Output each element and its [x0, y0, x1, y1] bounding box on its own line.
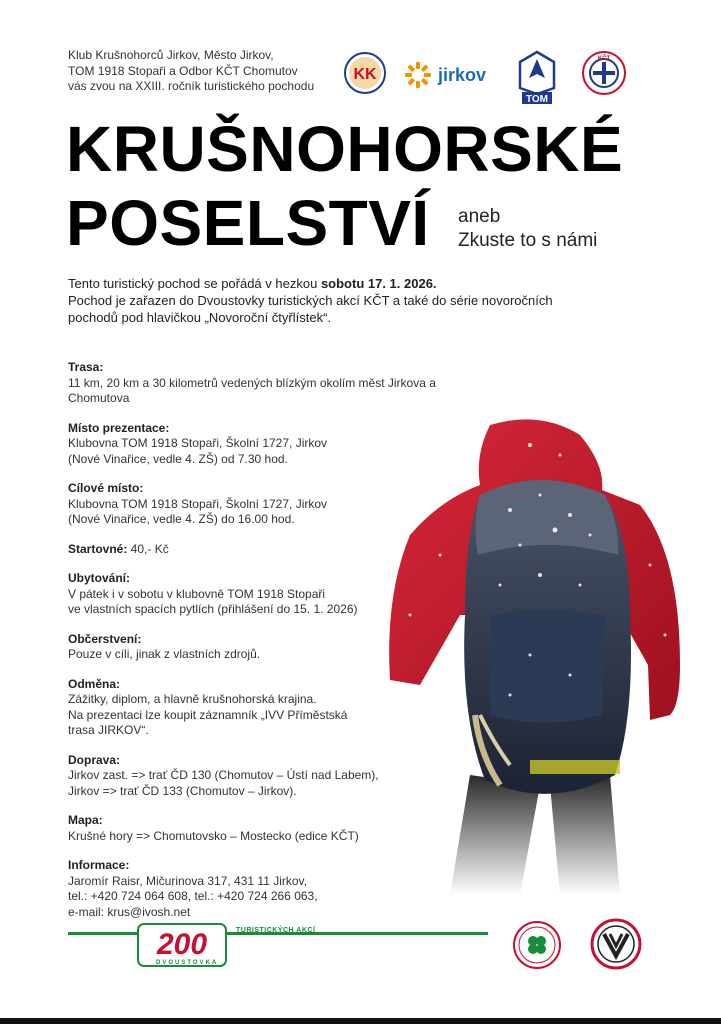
tom-logo-text: TOM — [525, 94, 549, 105]
section-line: Jirkov => trať ČD 133 (Chomutov – Jirkov). — [68, 783, 297, 798]
section-label: Trasa: — [68, 360, 104, 374]
hiker-harness — [530, 760, 620, 774]
lead-line: pochodů pod hlavičkou „Novoroční čtyřlístek“. — [68, 310, 332, 325]
footer-bar — [0, 1018, 721, 1024]
section-label: Místo prezentace: — [68, 420, 170, 435]
badge-caption-bottom: DVOUSTOVKA — [156, 960, 219, 966]
section-line: (Nové Vinařice, vedle 4. ZŠ) do 16.00 hod. — [68, 512, 295, 526]
subtitle — [458, 205, 597, 253]
section-label: Cílové místo: — [68, 481, 144, 495]
kct-logo — [582, 51, 626, 95]
jirkov-logo-text: jirkov — [438, 65, 487, 85]
organizers-intro — [68, 48, 314, 95]
section-label: Doprava: — [68, 752, 121, 767]
tom-logo — [518, 50, 556, 106]
event-date: sobotu 17. 1. 2026. — [320, 276, 437, 291]
hiker-leg-left — [450, 775, 540, 895]
backpack-pocket — [490, 610, 605, 723]
kk-logo — [344, 52, 386, 94]
section-trasa — [68, 360, 488, 407]
main-title-line2: POSELSTVÍ — [66, 187, 430, 259]
novorocni-ctyrlistek-logo — [512, 920, 562, 970]
section-line: Jaromír Raisr, Mičurinova 317, 431 11 Jirkov, — [68, 873, 307, 888]
section-label: Ubytování: — [68, 571, 131, 585]
jirkov-logo — [404, 60, 504, 90]
section-line: Klubovna TOM 1918 Stopaři, Školní 1727, Jirkov — [68, 496, 328, 511]
section-line: Na prezentaci lze koupit záznamník „IVV Příměstská — [68, 707, 348, 722]
section-label: Mapa: — [68, 813, 103, 827]
section-label: Informace: — [68, 858, 130, 872]
section-line: (Nové Vinařice, vedle 4. ZŠ) od 7.30 hod. — [68, 451, 288, 466]
section-line: Jirkov zast. => trať ČD 130 (Chomutov – Ústí nad Labem), — [68, 768, 379, 782]
section-line: ve vlastních spacích pytlích (přihlášení do 15. 1. 2026) — [68, 602, 358, 616]
lead-line: Pochod je zařazen do Dvoustovky turistických akcí KČT a také do série novoročních — [68, 293, 553, 308]
lead-line — [68, 275, 668, 292]
section-line: 11 km, 20 km a 30 kilometrů vedených blízkým okolím měst Jirkova a Chomutova — [68, 375, 436, 405]
section-line: trasa JIRKOV“. — [68, 723, 149, 737]
kk-logo-text: KK — [353, 66, 377, 83]
section-line: tel.: +420 724 064 608, tel.: +420 724 266 063, — [68, 889, 318, 903]
badge-caption-top: TURISTICKÝCH AKCÍ — [236, 927, 316, 934]
section-line: Klubovna TOM 1918 Stopaři, Školní 1727, Jirkov — [68, 436, 328, 450]
hiker-leg-right — [550, 775, 620, 895]
section-line: V pátek i v sobotu v klubovně TOM 1918 Stopaři — [68, 586, 326, 601]
kct-logo-text: KČT — [597, 56, 611, 62]
lead-text: Tento turistický pochod se pořádá v hezkou — [68, 276, 321, 291]
section-label: Startovné: — [68, 541, 128, 556]
intro-line: vás zvou na XXIII. ročník turistického pochodu — [68, 79, 315, 93]
main-title-line1: KRUŠNOHORSKÉ — [66, 113, 624, 185]
section-label: Odměna: — [68, 676, 121, 691]
entry-fee: 40,- Kč — [127, 541, 169, 556]
section-line: Zážitky, diplom, a hlavně krušnohorská krajina. — [68, 692, 317, 706]
badge-number: 200 — [156, 928, 208, 961]
subtitle-slogan: Zkuste to s námi — [458, 230, 598, 251]
section-line: Krušné hory => Chomutovsko – Mostecko (edice KČT) — [68, 828, 359, 843]
intro-line: TOM 1918 Stopaři a Odbor KČT Chomutov — [68, 63, 298, 78]
intro-line: Klub Krušnohorců Jirkov, Město Jirkov, — [68, 48, 274, 62]
hiker-photo — [380, 415, 700, 920]
section-line: Pouze v cíli, jinak z vlastních zdrojů. — [68, 647, 261, 661]
green-divider-left — [68, 932, 138, 935]
subtitle-aneb: aneb — [458, 206, 501, 227]
lead-paragraph — [68, 275, 668, 326]
section-label: Občerstvení: — [68, 631, 142, 646]
ivv-logo — [590, 918, 642, 970]
section-line: e-mail: krus@ivosh.net — [68, 904, 191, 919]
